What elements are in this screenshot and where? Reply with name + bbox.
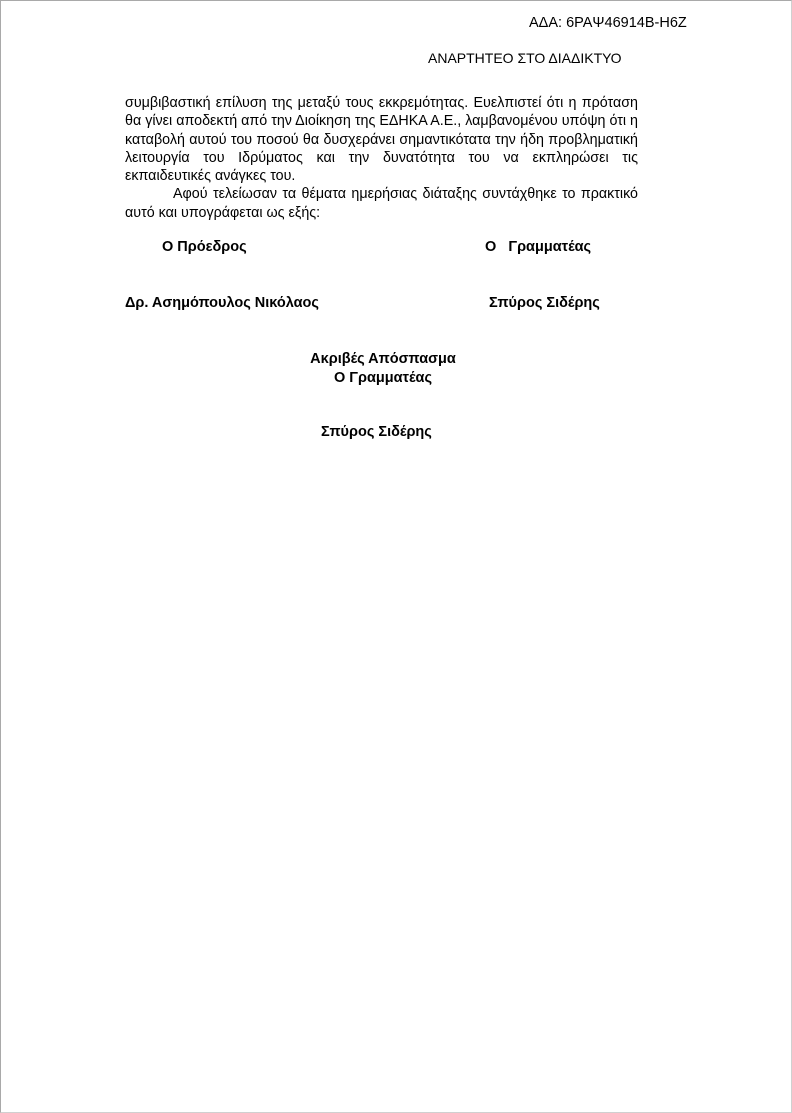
extract-block xyxy=(293,350,473,388)
publish-note: ΑΝΑΡΤΗΤΕΟ ΣΤΟ ΔΙΑΔΙΚΤΥΟ xyxy=(428,50,622,66)
ada-code: ΑΔΑ: 6ΡΑΨ46914Β-Η6Ζ xyxy=(529,15,687,31)
president-name: Δρ. Ασημόπουλος Νικόλαος xyxy=(125,295,319,311)
extract-line-2: Ο Γραμματέας xyxy=(333,370,433,386)
body-paragraph-2: Αφού τελείωσαν τα θέματα ημερήσιας διάταξης συντάχθηκε το πρακτικό αυτό και υπογράφεται ως εξής: xyxy=(125,186,638,221)
document-body xyxy=(125,94,638,222)
secretary-name: Σπύρος Σιδέρης xyxy=(489,295,600,311)
body-paragraph-1: συμβιβαστική επίλυση της μεταξύ τους εκκρεμότητας. Ευελπιστεί ότι η πρόταση θα γίνει αποδεκτή από την Διοίκηση της ΕΔΗΚΑ Α.Ε., λαμβανομένου υπόψη ότι η καταβολή αυτού του ποσού θα δυσχεράνει σημαντικότατα την ήδη προβληματική λειτουργία του Ιδρύματος και την δυνατότητα του να εκπληρώσει τις εκπαιδευτικές ανάγκες του. xyxy=(125,95,638,185)
extract-line-1: Ακριβές Απόσπασμα xyxy=(310,351,456,367)
secretary-title: Ο Γραμματέας xyxy=(485,239,592,255)
president-title: Ο Πρόεδρος xyxy=(162,239,247,255)
extract-signatory-name: Σπύρος Σιδέρης xyxy=(321,424,432,440)
